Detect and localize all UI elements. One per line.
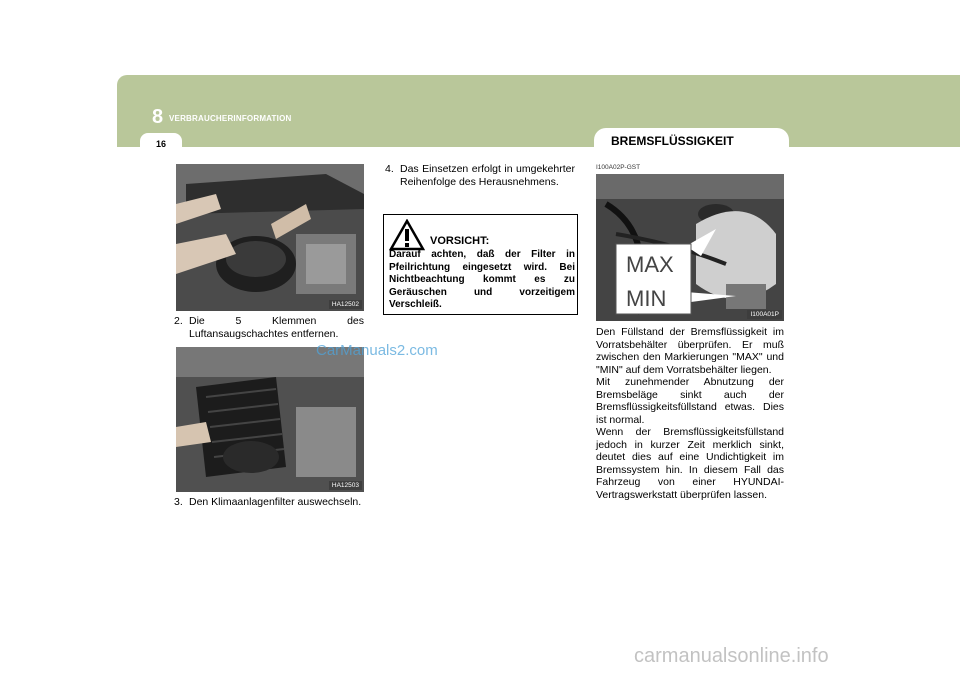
- paragraph-3: Wenn der Bremsflüssigkeitsfüllstand jedoch in kurzer Zeit merklich sinkt, deutet dies auf eine Undichtigkeit im Bremssystem hin. In diesem Fall das Fahrzeug von einer HYUNDAI-Vertragswerkstatt überprüfen lassen.: [596, 426, 784, 501]
- step-4-number: 4.: [385, 163, 394, 175]
- watermark-carmanuals2[interactable]: CarManuals2.com: [316, 342, 438, 359]
- watermark-carmanualsonline[interactable]: carmanualsonline.info: [634, 645, 829, 667]
- image-code-1: HA12502: [329, 300, 362, 309]
- warning-title: VORSICHT:: [430, 235, 490, 247]
- warning-box: [383, 214, 578, 315]
- brake-fluid-photo: [596, 174, 784, 321]
- image-code-3: I100A01P: [747, 310, 782, 319]
- engine-photo-2-illustration: [176, 347, 364, 492]
- step-2-number: 2.: [174, 315, 183, 327]
- chapter-title: VERBRAUCHERINFORMATION: [169, 114, 292, 123]
- section-title: BREMSFLÜSSIGKEIT: [611, 134, 734, 148]
- step-4: [385, 163, 575, 188]
- step-4-text: Das Einsetzen erfolgt in umgekehrter Reihenfolge des Herausnehmens.: [400, 163, 575, 188]
- step-2-text: Die 5 Klemmen des Luftansaugschachtes entfernen.: [189, 315, 364, 340]
- step-3: [174, 496, 364, 509]
- reference-code: I100A02P-GST: [596, 164, 641, 171]
- step-3-number: 3.: [174, 496, 183, 508]
- brake-fluid-text: [596, 326, 784, 501]
- paragraph-1: Den Füllstand der Bremsflüssigkeit im Vorratsbehälter überprüfen. Er muß zwischen den Markierungen "MAX" und "MIN" auf dem Vorratsbehälter liegen.: [596, 326, 784, 376]
- warning-triangle-icon: [389, 219, 425, 251]
- brake-fluid-illustration: [596, 174, 784, 321]
- step-2: [174, 315, 364, 340]
- header-band: [117, 75, 960, 147]
- min-label: MIN: [626, 286, 667, 311]
- page-number: 16: [155, 139, 166, 149]
- image-code-2: HA12503: [329, 481, 362, 490]
- max-label: MAX: [626, 252, 674, 277]
- engine-photo-2: [176, 347, 364, 492]
- chapter-number: 8: [152, 106, 164, 128]
- warning-text: Darauf achten, daß der Filter in Pfeilrichtung eingesetzt wird. Bei Nichtbeachtung kommt es zu Geräuschen und vorzeitigem Verschleiß.: [389, 249, 575, 310]
- engine-photo-1: [176, 164, 364, 311]
- paragraph-2: Mit zunehmender Abnutzung der Bremsbeläge sinkt auch der Bremsflüssigkeitsfüllstand etwas. Dies ist normal.: [596, 376, 784, 426]
- page-number-tab: [140, 133, 182, 159]
- engine-photo-1-illustration: [176, 164, 364, 311]
- step-3-text: Den Klimaanlagenfilter auswechseln.: [189, 496, 362, 508]
